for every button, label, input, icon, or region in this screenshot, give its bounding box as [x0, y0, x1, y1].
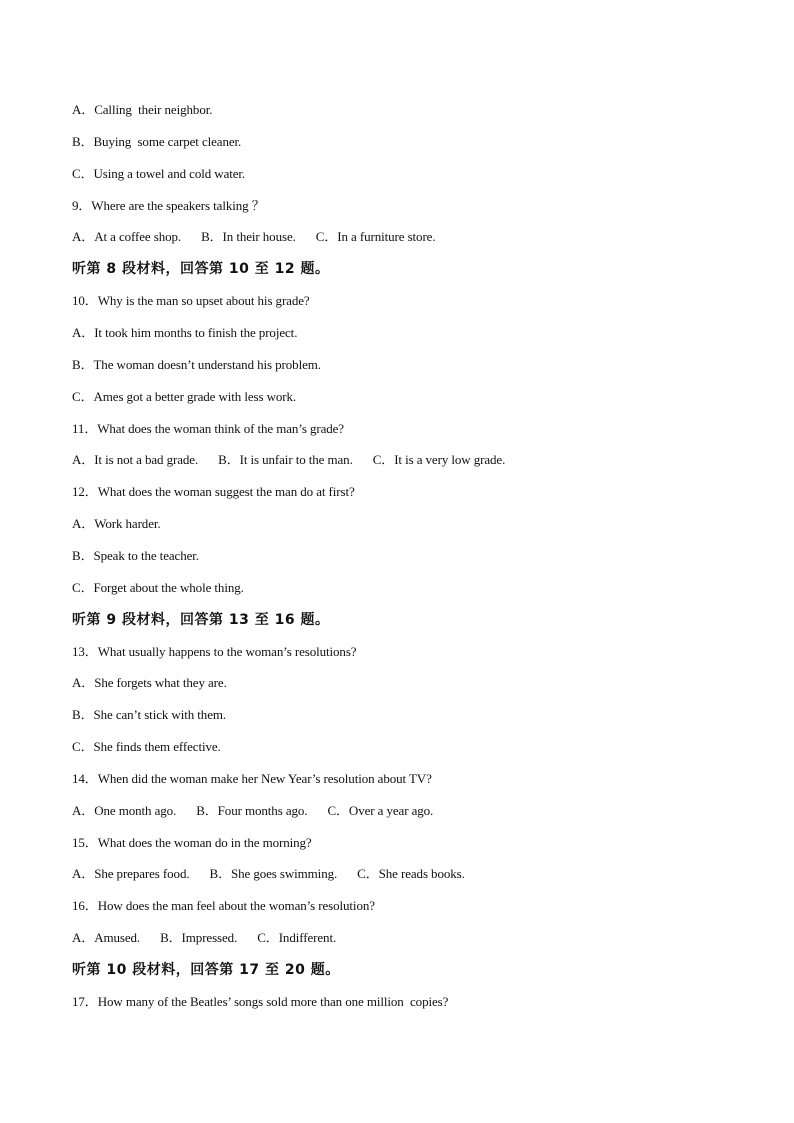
- answer-option: B．Impressed.: [160, 930, 238, 946]
- answer-option: A．At a coffee shop.: [72, 229, 182, 245]
- question-text: 16．How does the man feel about the woman’s resolution?: [72, 898, 375, 914]
- answer-option: C．Forget about the whole thing.: [72, 579, 244, 595]
- section-heading: 听第 8 段材料，回答第 10 至 12 题。: [72, 261, 330, 278]
- answer-option: C．Using a towel and cold water.: [72, 165, 246, 181]
- answer-option: B．It is unfair to the man.: [218, 452, 353, 468]
- answer-option: B．She can’t stick with them.: [72, 707, 227, 723]
- answer-option: A．It is not a bad grade.: [72, 452, 199, 468]
- section-heading: 听第 10 段材料，回答第 17 至 20 题。: [72, 962, 340, 978]
- question-text: 15．What does the woman do in the morning?: [72, 834, 312, 850]
- options-row: [72, 803, 433, 819]
- question-text: 12．What does the woman suggest the man do at first?: [72, 484, 355, 500]
- answer-option: C．She reads books.: [357, 866, 465, 882]
- answer-option: B．In their house.: [201, 229, 296, 245]
- answer-option: C．Over a year ago.: [327, 802, 434, 818]
- answer-option: C．Ames got a better grade with less work.: [72, 388, 297, 404]
- options-row: [72, 866, 465, 882]
- answer-option: A．Work harder.: [72, 516, 161, 531]
- answer-option: A．She prepares food.: [72, 866, 190, 882]
- answer-option: C．In a furniture store.: [315, 229, 436, 245]
- answer-option: A．Amused.: [72, 930, 141, 946]
- question-text: 17．How many of the Beatles’ songs sold more than one million copies?: [72, 993, 449, 1009]
- section-heading: 听第 9 段材料，回答第 13 至 16 题。: [72, 611, 330, 628]
- answer-option: A．Calling their neighbor.: [72, 102, 213, 117]
- answer-option: A．It took him months to finish the project.: [72, 325, 298, 340]
- answer-option: C．She finds them effective.: [72, 739, 221, 754]
- question-text: 13．What usually happens to the woman’s resolutions?: [72, 643, 357, 659]
- options-row: [72, 229, 436, 245]
- question-text: 14．When did the woman make her New Year’s resolution about TV?: [72, 770, 432, 786]
- answer-option: A．She forgets what they are.: [72, 675, 227, 691]
- options-row: [72, 452, 505, 468]
- question-text: 9．Where are the speakers talking ？: [72, 197, 265, 213]
- answer-option: A．One month ago.: [72, 802, 177, 818]
- answer-option: B．The woman doesn’t understand his problem.: [72, 356, 321, 372]
- answer-option: C．It is a very low grade.: [372, 452, 506, 468]
- answer-option: B．Buying some carpet cleaner.: [72, 133, 242, 149]
- question-text: 10．Why is the man so upset about his grade?: [72, 293, 310, 309]
- answer-option: C．Indifferent.: [257, 930, 337, 946]
- answer-option: B．Speak to the teacher.: [72, 547, 199, 563]
- answer-option: B．Four months ago.: [196, 802, 308, 818]
- question-text: 11．What does the woman think of the man’s grade?: [72, 420, 344, 436]
- options-row: [72, 930, 336, 946]
- answer-option: B．She goes swimming.: [209, 866, 338, 882]
